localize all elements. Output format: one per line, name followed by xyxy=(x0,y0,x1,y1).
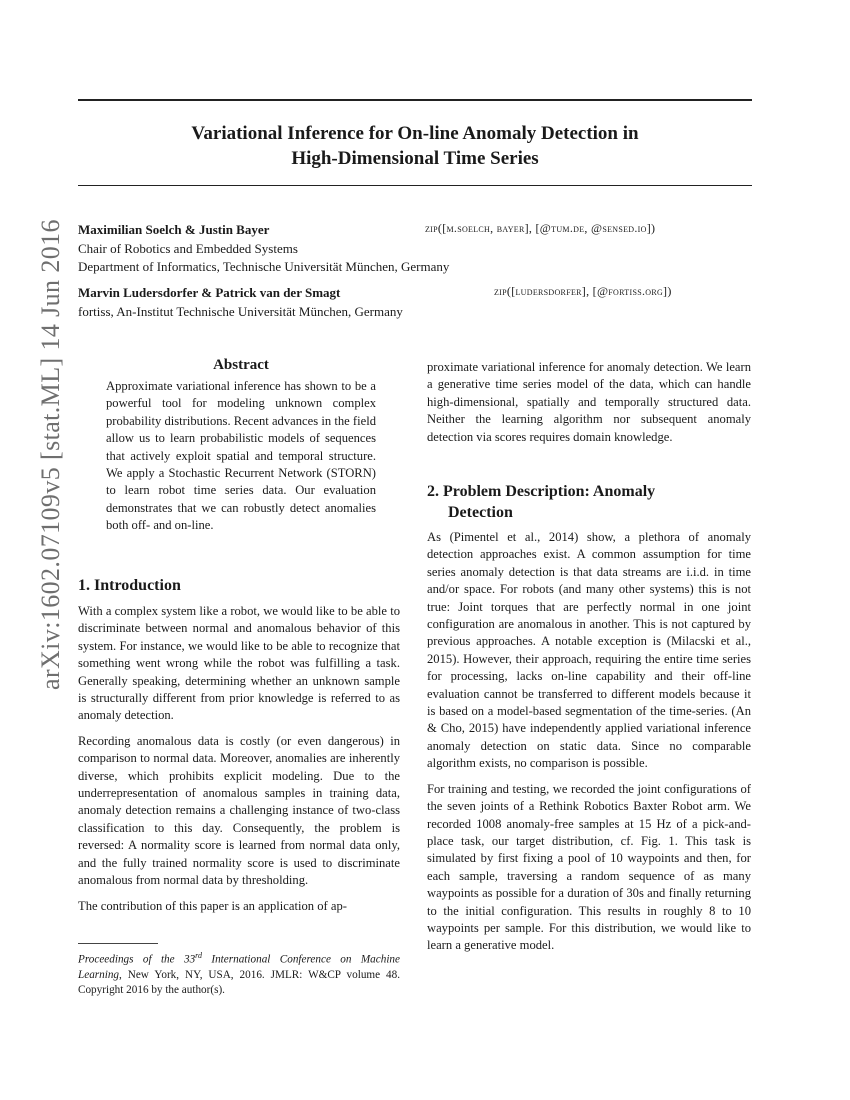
author-affiliation-1a: Chair of Robotics and Embedded Systems xyxy=(78,241,298,256)
right-column-top xyxy=(427,359,751,454)
problem-heading xyxy=(427,481,751,523)
title-line-1: Variational Inference for On-line Anomaly Detection in xyxy=(191,123,639,144)
footnote-rule xyxy=(78,943,158,944)
footnote xyxy=(78,948,400,998)
title-line-2: High-Dimensional Time Series xyxy=(291,148,539,169)
intro-body xyxy=(78,603,400,923)
author-email-2: zip([ludersdorfer], [@fortiss.org]) xyxy=(494,284,672,298)
paper-title xyxy=(78,121,752,171)
top-rule xyxy=(78,99,752,101)
author-group-2 xyxy=(78,283,340,302)
author-email-1: zip([m.soelch, bayer], [@tum.de, @sensed.io]) xyxy=(425,221,656,235)
arxiv-stamp: arXiv:1602.07109v5 [stat.ML] 14 Jun 2016 xyxy=(36,219,65,690)
footnote-proc-post: International Conference on Machine Learning xyxy=(78,953,400,981)
intro-paragraph-1: With a complex system like a robot, we would like to be able to discriminate between normal and anomalous behavior of this system. For instance, we would like to be able to recognize that something went wrong while the robot was fulfilling a task. Generally speaking, determining whether an unknown sample is structurally different from prior knowledge is referred to as anomaly detection. xyxy=(78,604,400,723)
intro-paragraph-2: Recording anomalous data is costly (or even dangerous) in comparison to normal data. Moreover, anomalies are inherently diverse, which prohibits explicit modeling. Due to the underrepresentation of anomalous samples in training data, anomaly detection remains a challenging instance of two-class classification to this day. Consequently, the problem is reversed: A normality score is learned from normal data only, and the fully trained normality score is used to discriminate anomalous from normal data by thresholding. xyxy=(78,733,400,888)
author-names-2: Marvin Ludersdorfer & Patrick van der Smagt xyxy=(78,285,341,300)
problem-paragraph-1: As (Pimentel et al., 2014) show, a plethora of anomaly detection approaches exist. A common assumption for time series anomaly detection is that data streams are i.i.d. in time and/or space. For robots (and many other systems) this is not true: Joint torques that are perfectly normal in one joint configuration are anomalous in another. This is not captured by previous approaches. A notable exception is (Milacski et al., 2015). However, their approach, requiring the entire time series for processing, lacks on-line capability and their off-line evaluation cannot be transferred to different models because it is based on a model-based segmentation of the time-series. (An & Cho, 2015) have independently applied variational inference anomaly detection on static data. Since no comparable algorithm exists, no comparison is possible. xyxy=(427,530,751,771)
title-bottom-rule xyxy=(78,185,752,186)
problem-paragraph-2: For training and testing, we recorded the joint configurations of the seven joints of a Rethink Robotics Baxter Robot arm. We recorded 1008 anomaly-free samples at 15 Hz of a pick-and-place task, our target distribution, cf. Fig. 1. This task is simulated by first fixing a pool of 10 waypoints and then, for each sample, traversing a random sequence of as many waypoints as possible for a duration of 30s and finally returning to the initial configuration. This results in roughly 8 to 10 waypoints per sample. For this distribution, we would like to learn a generative model. xyxy=(427,781,751,953)
intro-paragraph-3: The contribution of this paper is an application of ap- xyxy=(78,898,347,913)
right-column-body xyxy=(427,529,751,963)
right-paragraph-0: proximate variational inference for anomaly detection. We learn a generative time series model of the data, which can handle high-dimensional, spatially and temporally structured data. Neither the learning algorithm nor subsequent anomaly detection via scores requires domain knowledge. xyxy=(427,360,751,444)
author-affiliation-1b: Department of Informatics, Technische Universität München, Germany xyxy=(78,259,450,274)
abstract-heading: Abstract xyxy=(213,357,269,373)
abstract-text: Approximate variational inference has shown to be a powerful tool for modeling unknown complex probability distributions. Recent advances in the field allow us to learn probabilistic models of sequences that actively exploit spatial and temporal structure. We apply a Stochastic Recurrent Network (STORN) to learn robot time series data. Our evaluation demonstrates that we can robustly detect anomalies both off- and on-line. xyxy=(106,379,376,533)
problem-heading-line-1: 2. Problem Description: Anomaly xyxy=(427,483,656,500)
intro-heading: 1. Introduction xyxy=(78,577,181,594)
problem-heading-line-2: Detection xyxy=(448,504,513,521)
footnote-superscript: rd xyxy=(195,951,202,960)
author-group-1 xyxy=(78,220,269,239)
author-names-1: Maximilian Soelch & Justin Bayer xyxy=(78,222,270,237)
author-affiliation-2: fortiss, An-Institut Technische Universität München, Germany xyxy=(78,304,403,319)
footnote-proc-pre: Proceedings of the 33 xyxy=(78,953,196,966)
footnote-rest: , New York, NY, USA, 2016. JMLR: W&CP volume 48. Copyright 2016 by the author(s). xyxy=(78,968,400,996)
